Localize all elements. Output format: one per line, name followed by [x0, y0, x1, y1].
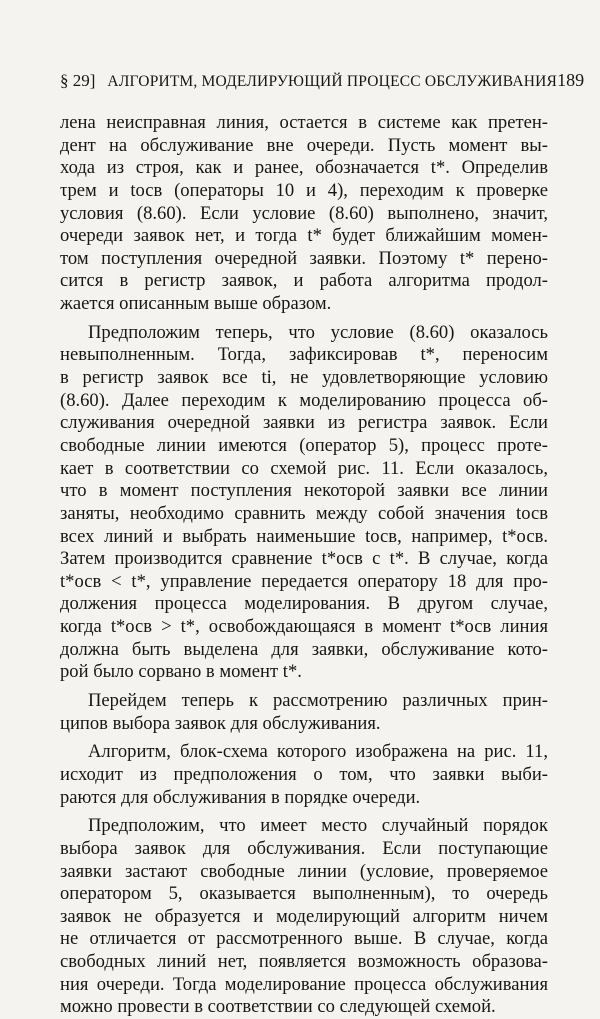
- text-line: не отличается от рассмотренного выше. В случае, когда: [60, 928, 548, 950]
- text-line: заявки застают свободные линии (условие, проверяемое: [60, 860, 548, 882]
- text-line: раются для обслуживания в порядке очереди.: [60, 786, 421, 808]
- text-line: ния очереди. Тогда моделирование процесса обслуживания: [60, 973, 548, 995]
- text-line: Предположим теперь, что условие (8.60) оказалось: [88, 321, 548, 343]
- text-line: можно провести в соответствии со следующей схемой.: [60, 996, 496, 1018]
- paragraph: [60, 741, 548, 809]
- running-head: [60, 70, 585, 94]
- text-line: том поступления очередной заявки. Поэтому t* перено-: [60, 247, 548, 269]
- paragraph: [60, 112, 548, 316]
- text-line: заявок не образуется и моделирующий алгоритм ничем: [60, 905, 548, 927]
- running-head-title: АЛГОРИТМ, МОДЕЛИРУЮЩИЙ ПРОЦЕСС ОБСЛУЖИВАНИЯ: [107, 73, 558, 90]
- text-line: когда t*осв > t*, освобождающаяся в момент t*осв линия: [60, 616, 548, 638]
- text-line: Затем производится сравнение t*осв с t*. В случае, когда: [60, 548, 548, 570]
- text-line: Перейдем теперь к рассмотрению различных прин-: [88, 690, 548, 712]
- text-line: (8.60). Далее переходим к моделированию процесса об-: [60, 389, 548, 411]
- section-number: § 29]: [60, 71, 96, 90]
- paragraph: [60, 322, 548, 684]
- text-line: служивания очередной заявки из регистра заявок. Если: [60, 412, 548, 434]
- text-line: условия (8.60). Если условие (8.60) выполнено, значит,: [60, 202, 548, 224]
- text-line: должения процесса моделирования. В другом случае,: [60, 593, 548, 615]
- text-line: очереди заявок нет, и тогда t* будет ближайшим момен-: [60, 225, 548, 247]
- text-line: дент на обслуживание вне очереди. Пусть момент вы-: [60, 134, 548, 156]
- text-line: Алгоритм, блок-схема которого изображена на рис. 11,: [88, 741, 548, 763]
- text-line: оператором 5, оказывается выполненным), то очередь: [60, 883, 548, 905]
- text-line: должна быть выделена для заявки, обслуживание кото-: [60, 638, 548, 660]
- text-line: что в момент поступления некоторой заявки все линии: [60, 480, 548, 502]
- body-text: [60, 112, 548, 1019]
- paragraph: [60, 690, 548, 735]
- paragraph: [60, 815, 548, 1019]
- text-line: τрем и tосв (операторы 10 и 4), переходим к проверке: [60, 179, 548, 201]
- text-line: заняты, необходимо сравнить между собой значения tосв: [60, 502, 548, 524]
- text-line: сится в регистр заявок, и работа алгоритма продол-: [60, 270, 548, 292]
- text-line: в регистр заявок все ti, не удовлетворяющие условию: [60, 367, 548, 389]
- text-line: ципов выбора заявок для обслуживания.: [60, 712, 381, 734]
- page-number: 189: [557, 70, 585, 90]
- text-line: кает в соответствии со схемой рис. 11. Если оказалось,: [60, 457, 548, 479]
- text-line: хода из строя, как и ранее, обозначается t*. Определив: [60, 157, 548, 179]
- text-line: невыполненным. Тогда, зафиксировав t*, переносим: [60, 344, 548, 366]
- text-line: жается описанным выше образом.: [60, 293, 332, 315]
- text-line: свободные линии имеются (оператор 5), процесс проте-: [60, 434, 548, 456]
- text-line: лена неисправная линия, остается в системе как претен-: [60, 112, 548, 133]
- text-line: выбора заявок для обслуживания. Если поступающие: [60, 837, 548, 859]
- text-line: t*осв < t*, управление передается оператору 18 для про-: [60, 570, 548, 592]
- text-line: рой было сорвано в момент t*.: [60, 661, 302, 683]
- text-line: исходит из предположения о том, что заявки выби-: [60, 763, 548, 785]
- text-line: всех линий и выбрать наименьшие tосв, например, t*осв.: [60, 525, 548, 547]
- text-line: Предположим, что имеет место случайный порядок: [88, 815, 548, 837]
- text-line: свободных линий нет, появляется возможность образова-: [60, 951, 548, 973]
